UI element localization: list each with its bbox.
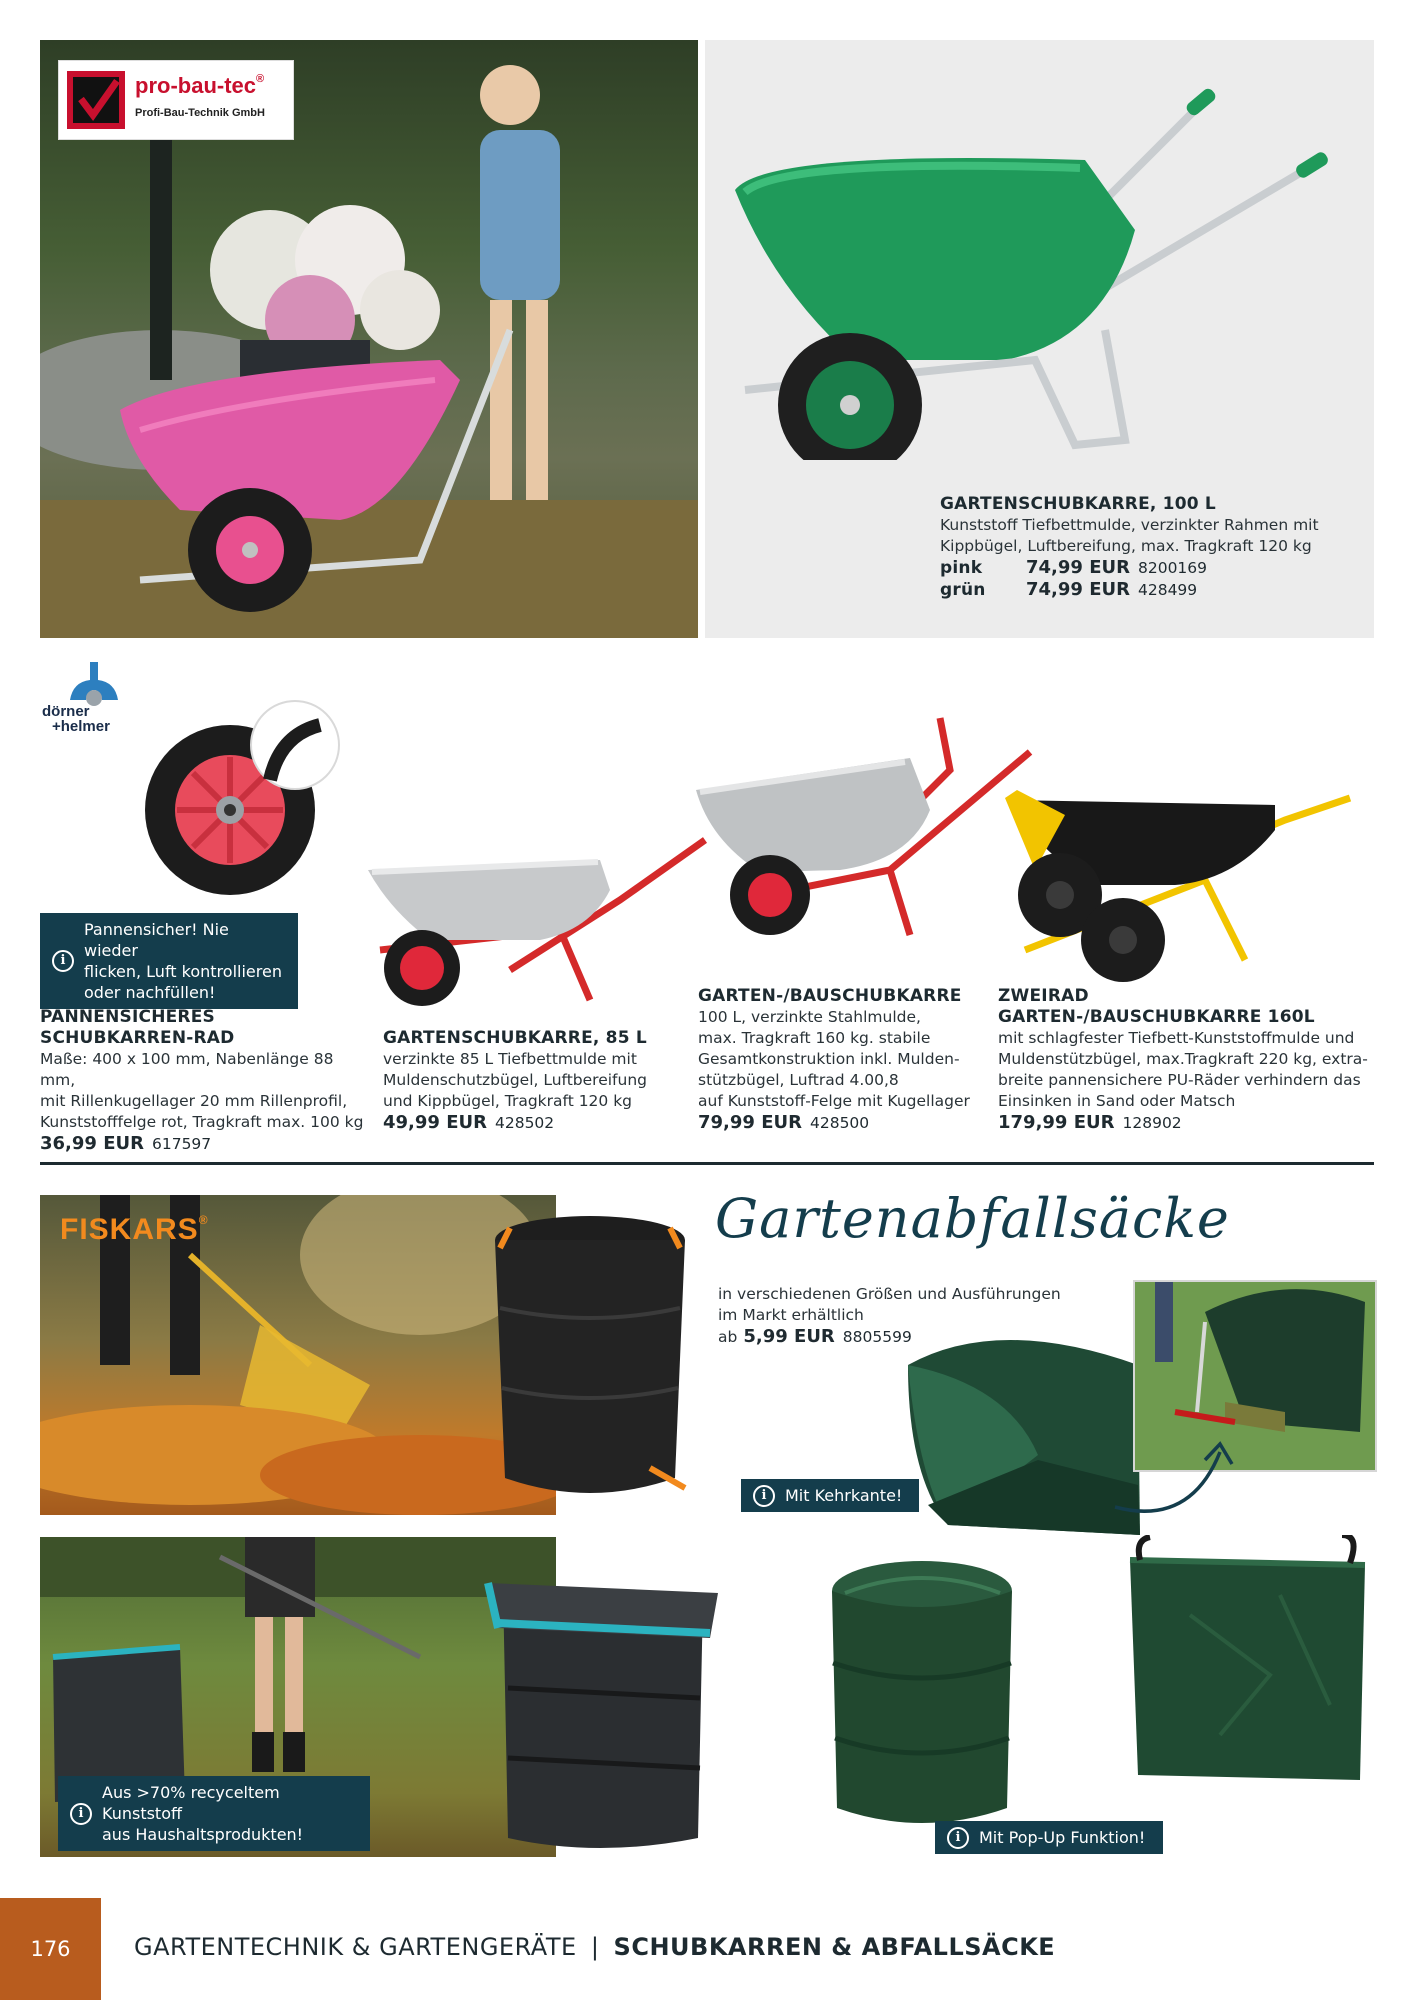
green-wheelbarrow-image xyxy=(705,40,1374,460)
fiskars-logo-text: FISKARS xyxy=(60,1213,199,1246)
fiskars-logo xyxy=(60,1213,209,1247)
fiskars-popup-bag-image xyxy=(480,1208,700,1508)
bauschubkarre-price: 79,99 EUR xyxy=(698,1112,802,1133)
recycled-badge-line1: Aus >70% recyceltem Kunststoff xyxy=(102,1783,280,1823)
gartenschubkarre100-title: GARTENSCHUBKARRE, 100 L xyxy=(940,494,1216,514)
bauschubkarre-title: GARTEN-/BAUSCHUBKARRE xyxy=(698,986,962,1006)
gartenschubkarre85-desc-line3: und Kippbügel, Tragkraft 120 kg xyxy=(383,1092,633,1110)
page-number: 176 xyxy=(30,1937,71,1961)
probautec-logo-reg: ® xyxy=(256,73,265,85)
abfallsaecke-article-number: 8805599 xyxy=(842,1328,912,1346)
gartenschubkarre85-product-info xyxy=(383,1028,683,1133)
bauschubkarre-desc-line4: stützbügel, Luftrad 4.00,8 xyxy=(698,1071,899,1089)
gartenschubkarre85-desc-line1: verzinkte 85 L Tiefbettmulde mit xyxy=(383,1050,637,1068)
gartenschubkarre85-title: GARTENSCHUBKARRE, 85 L xyxy=(383,1028,647,1048)
photo-pink-wheelbarrow-garden xyxy=(40,40,698,638)
abfallsaecke-price-prefix: ab xyxy=(718,1328,738,1346)
gartenschubkarre100-variant-gruen xyxy=(940,579,1319,601)
zweirad-price: 179,99 EUR xyxy=(998,1112,1115,1133)
footer-separator: | xyxy=(590,1933,600,1961)
zweirad-product-info xyxy=(998,986,1374,1133)
pannensicher-badge-line2: flicken, Luft kontrollieren xyxy=(84,962,282,981)
doerner-helmer-logo-line1: dörner xyxy=(42,703,90,720)
bauschubkarre-product-info xyxy=(698,986,998,1133)
zweirad-title-line1: ZWEIRAD xyxy=(998,986,1089,1006)
rad-price: 36,99 EUR xyxy=(40,1133,144,1154)
zweirad-article-number: 128902 xyxy=(1122,1114,1182,1132)
bauschubkarre-desc-line3: Gesamtkonstruktion inkl. Mulden- xyxy=(698,1050,960,1068)
pannensicher-badge xyxy=(40,913,298,1009)
doerner-helmer-logo-text xyxy=(42,704,110,734)
bauschubkarre-desc-line1: 100 L, verzinkte Stahlmulde, xyxy=(698,1008,921,1026)
page-number-box xyxy=(0,1898,101,2000)
gartenschubkarre100-desc-line2: Kippbügel, Luftbereifung, max. Tragkraft 120 kg xyxy=(940,537,1312,555)
pannensicher-badge-line1: Pannensicher! Nie wieder xyxy=(84,920,229,960)
doerner-helmer-logo-line2: +helmer xyxy=(52,718,110,735)
info-icon: i xyxy=(52,950,74,972)
popup-badge-text: Mit Pop-Up Funktion! xyxy=(979,1828,1146,1847)
zweirad-bauschubkarre-image xyxy=(1005,760,1375,990)
variant-color: grün xyxy=(940,580,986,600)
variant-price: 74,99 EUR xyxy=(1026,557,1130,578)
curved-arrow-icon xyxy=(1110,1432,1250,1532)
popup-badge xyxy=(935,1821,1163,1854)
info-icon: i xyxy=(947,1827,969,1849)
section-divider xyxy=(40,1162,1374,1165)
zweirad-desc-line1: mit schlagfester Tiefbett-Kunststoffmulde und xyxy=(998,1029,1355,1047)
gartenschubkarre85-article-number: 428502 xyxy=(494,1114,555,1132)
rad-article-number: 617597 xyxy=(151,1135,212,1153)
rad-product-info xyxy=(40,1007,370,1154)
variant-color: pink xyxy=(940,558,983,578)
zweirad-desc-line2: Muldenstützbügel, max.Tragkraft 220 kg, extra- xyxy=(998,1050,1368,1068)
bauschubkarre-desc-line5: auf Kunststoff-Felge mit Kugellager xyxy=(698,1092,970,1110)
info-icon: i xyxy=(753,1485,775,1507)
probautec-logo-mark xyxy=(67,71,125,129)
zweirad-desc-line3: breite pannensichere PU-Räder verhindern das xyxy=(998,1071,1361,1089)
bauschubkarre-image xyxy=(690,700,1040,950)
gartenabfallsaecke-heading: Gartenabfallsäcke xyxy=(715,1187,1230,1250)
rad-desc-line2: mit Rillenkugellager 20 mm Rillenprofil, xyxy=(40,1092,348,1110)
zweirad-desc-line4: Einsinken in Sand oder Matsch xyxy=(998,1092,1236,1110)
square-garden-bag-image xyxy=(1120,1535,1375,1790)
round-popup-bag-image xyxy=(815,1553,1030,1838)
footer-category: GARTENTECHNIK & GARTENGERÄTE xyxy=(134,1933,577,1961)
abfallsaecke-price: 5,99 EUR xyxy=(743,1326,835,1347)
pannensicheres-rad-image xyxy=(120,695,350,895)
probautec-logo-subtitle: Profi-Bau-Technik GmbH xyxy=(135,107,265,119)
gartenschubkarre85-image xyxy=(360,800,710,1010)
gartenschubkarre85-desc-line2: Muldenschutzbügel, Luftbereifung xyxy=(383,1071,647,1089)
kehrkante-badge xyxy=(741,1479,919,1512)
bauschubkarre-article-number: 428500 xyxy=(809,1114,870,1132)
gardena-popup-bag-image xyxy=(478,1548,728,1868)
bauschubkarre-desc-line2: max. Tragkraft 160 kg. stabile xyxy=(698,1029,931,1047)
rad-title-line2: SCHUBKARREN-RAD xyxy=(40,1028,235,1048)
photo-fiskars-leaves xyxy=(40,1195,556,1515)
rad-title-line1: PANNENSICHERES xyxy=(40,1007,215,1027)
gartenschubkarre100-desc-line1: Kunststoff Tiefbettmulde, verzinkter Rahmen mit xyxy=(940,516,1319,534)
pannensicher-badge-line3: oder nachfüllen! xyxy=(84,983,216,1002)
kehrkante-bag-image xyxy=(888,1325,1148,1550)
gartenschubkarre85-price: 49,99 EUR xyxy=(383,1112,487,1133)
abfallsaecke-desc-line2: im Markt erhältlich xyxy=(718,1306,864,1324)
variant-article-number: 428499 xyxy=(1137,581,1198,599)
variant-article-number: 8200169 xyxy=(1137,559,1208,577)
recycled-badge xyxy=(58,1776,370,1851)
footer-breadcrumb xyxy=(134,1933,1055,1961)
probautec-logo xyxy=(58,60,294,140)
rad-desc-line3: Kunststofffelge rot, Tragkraft max. 100 kg xyxy=(40,1113,364,1131)
gartenschubkarre100-variant-pink xyxy=(940,557,1319,579)
rad-desc-line1: Maße: 400 x 100 mm, Nabenlänge 88 mm, xyxy=(40,1050,334,1089)
footer-section: SCHUBKARREN & ABFALLSÄCKE xyxy=(613,1933,1056,1961)
recycled-badge-line2: aus Haushaltsprodukten! xyxy=(102,1825,304,1844)
fiskars-logo-reg: ® xyxy=(198,1213,209,1227)
panel-green-wheelbarrow xyxy=(705,40,1374,638)
info-icon: i xyxy=(70,1803,92,1825)
abfallsaecke-desc-line1: in verschiedenen Größen und Ausführungen xyxy=(718,1285,1061,1303)
variant-price: 74,99 EUR xyxy=(1026,579,1130,600)
zweirad-title-line2: GARTEN-/BAUSCHUBKARRE 160L xyxy=(998,1007,1315,1027)
check-icon xyxy=(67,71,125,129)
kehrkante-badge-text: Mit Kehrkante! xyxy=(785,1486,903,1505)
probautec-logo-name: pro-bau-tec xyxy=(135,73,256,98)
